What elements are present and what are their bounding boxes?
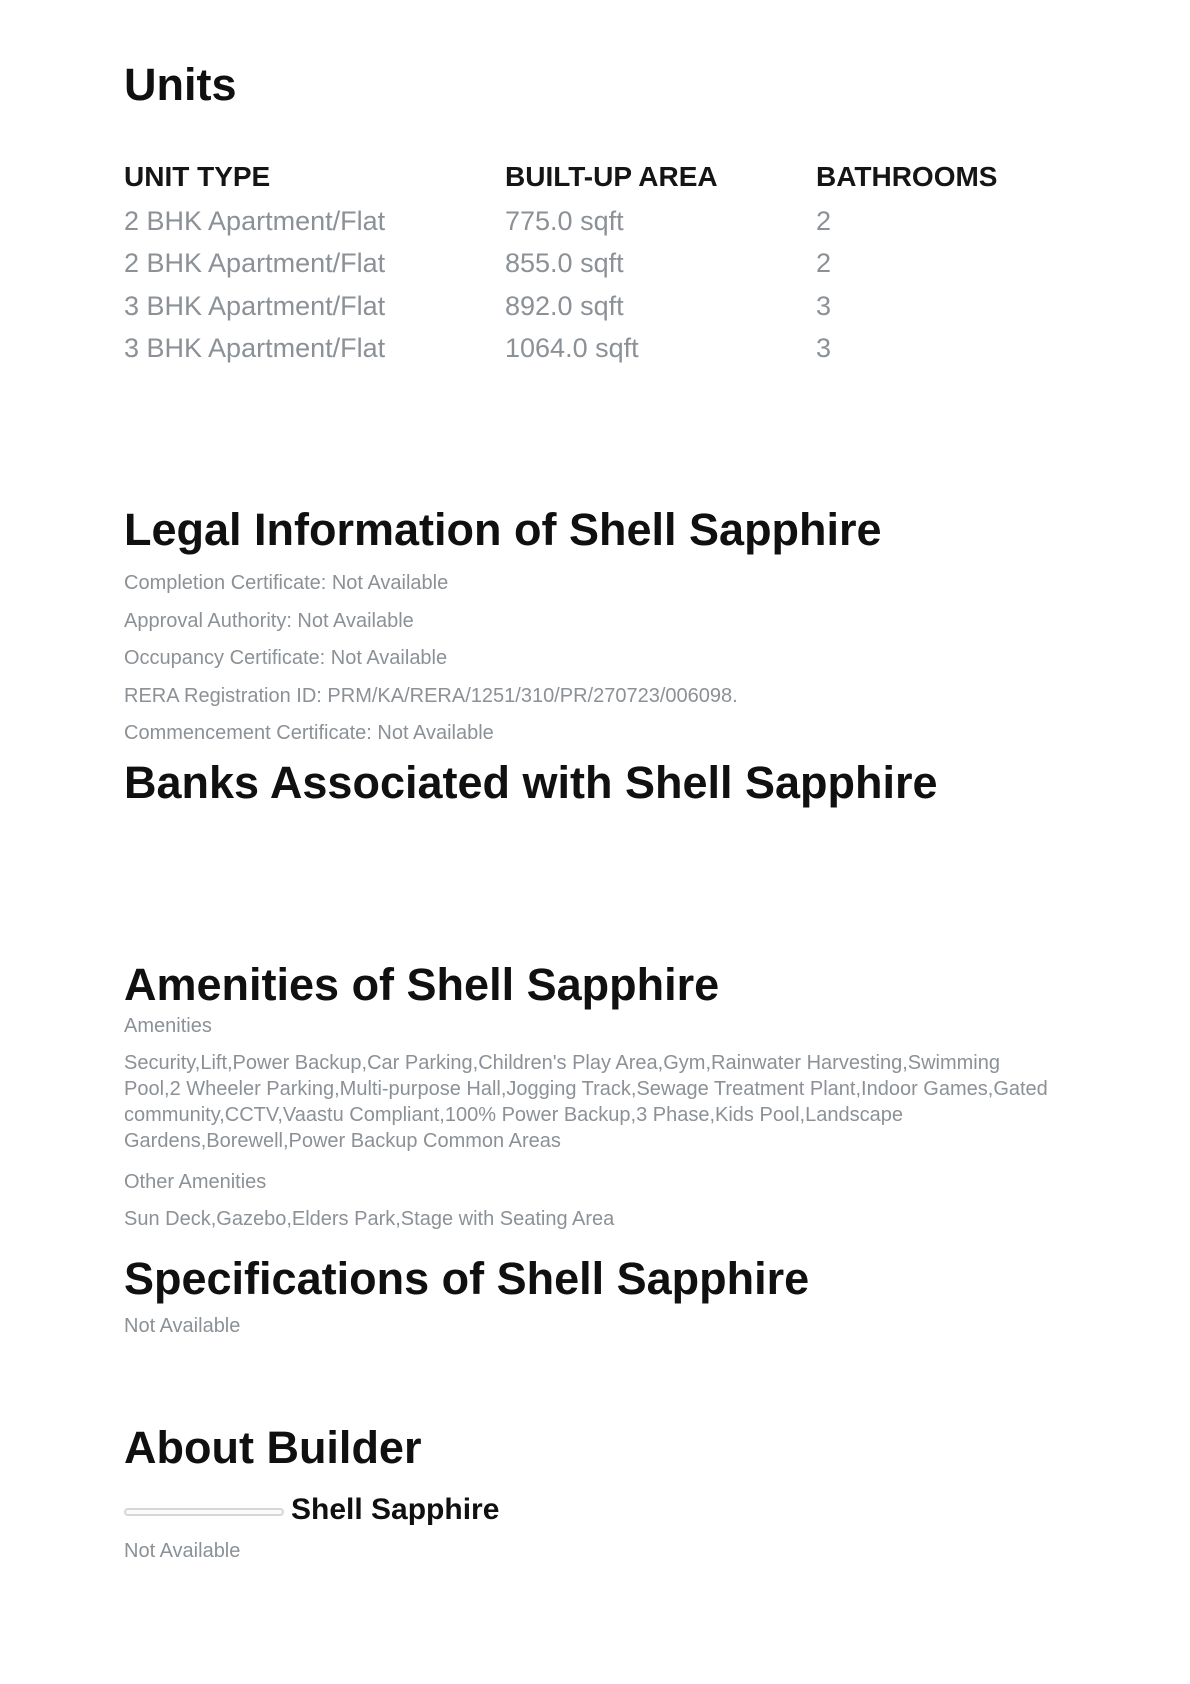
units-table-header-bathrooms: BATHROOMS xyxy=(816,161,998,192)
bathrooms-value: 3 xyxy=(816,291,832,321)
about-builder-section-title: About Builder xyxy=(124,1422,422,1473)
units-table-header-built-up-area: BUILT-UP AREA xyxy=(505,161,718,192)
other-amenities-label: Other Amenities xyxy=(124,1171,267,1193)
legal-section-title: Legal Information of Shell Sapphire xyxy=(124,504,882,555)
units-table-row xyxy=(124,335,1064,365)
other-amenities-list: Sun Deck,Gazebo,Elders Park,Stage with Seating Area xyxy=(124,1208,615,1230)
unit-type-value: 3 BHK Apartment/Flat xyxy=(124,291,386,321)
unit-type-value: 3 BHK Apartment/Flat xyxy=(124,333,386,363)
legal-commencement-certificate: Commencement Certificate: Not Available xyxy=(124,722,494,744)
amenities-section-title: Amenities of Shell Sapphire xyxy=(124,959,720,1010)
unit-type-value: 2 BHK Apartment/Flat xyxy=(124,206,386,236)
specifications-section-title: Specifications of Shell Sapphire xyxy=(124,1253,810,1304)
builder-name: Shell Sapphire xyxy=(291,1493,500,1526)
units-table-header-unit-type: UNIT TYPE xyxy=(124,161,271,192)
units-table-row xyxy=(124,208,1064,238)
amenities-label: Amenities xyxy=(124,1015,212,1037)
builder-logo-placeholder xyxy=(124,1508,284,1516)
units-table-row xyxy=(124,250,1064,280)
built-up-area-value: 892.0 sqft xyxy=(505,291,624,321)
bathrooms-value: 3 xyxy=(816,333,832,363)
legal-approval-authority: Approval Authority: Not Available xyxy=(124,610,414,632)
bathrooms-value: 2 xyxy=(816,206,832,236)
units-table-header-row xyxy=(124,163,1064,193)
legal-occupancy-certificate: Occupancy Certificate: Not Available xyxy=(124,647,448,669)
built-up-area-value: 855.0 sqft xyxy=(505,248,624,278)
unit-type-value: 2 BHK Apartment/Flat xyxy=(124,248,386,278)
units-section-title: Units xyxy=(124,59,237,110)
legal-completion-certificate: Completion Certificate: Not Available xyxy=(124,572,449,594)
builder-description: Not Available xyxy=(124,1540,241,1562)
amenities-list: Security,Lift,Power Backup,Car Parking,Children's Play Area,Gym,Rainwater Harvesting,Swimming Pool,2 Wheeler Parking,Multi-purpose Hall,Jogging Track,Sewage Treatment Plant,Indoor Games,Gated community,CCTV,Vaastu Compliant,100% Power Backup,3 Phase,Kids Pool,Landscape Gardens,Borewell,Power Backup Common Areas xyxy=(124,1052,1048,1152)
specifications-value: Not Available xyxy=(124,1315,241,1337)
bathrooms-value: 2 xyxy=(816,248,832,278)
built-up-area-value: 775.0 sqft xyxy=(505,206,624,236)
banks-section-title: Banks Associated with Shell Sapphire xyxy=(124,757,938,808)
units-table-row xyxy=(124,293,1064,323)
legal-rera-registration-id: RERA Registration ID: PRM/KA/RERA/1251/310/PR/270723/006098. xyxy=(124,685,738,707)
built-up-area-value: 1064.0 sqft xyxy=(505,333,639,363)
